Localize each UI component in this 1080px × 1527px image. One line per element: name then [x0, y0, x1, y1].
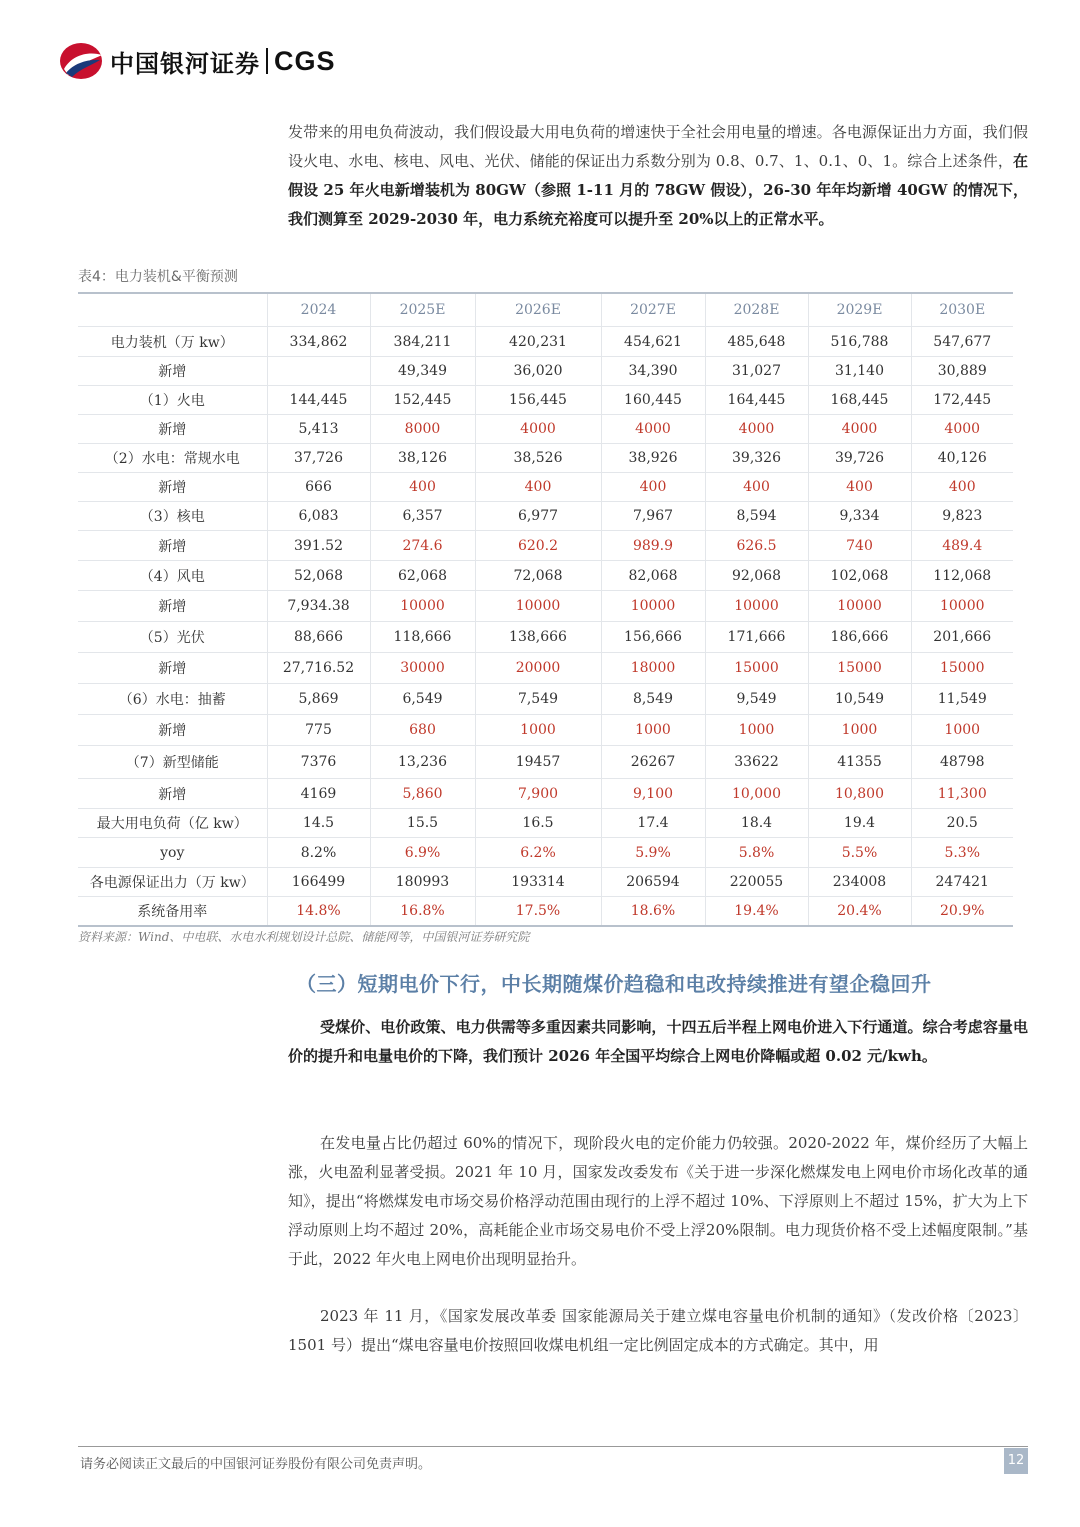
table-cell: 30000 — [370, 653, 475, 684]
table-cell: 8.2% — [267, 838, 370, 868]
row-label: （7）新型储能 — [78, 746, 267, 779]
table-cell: 180993 — [370, 868, 475, 897]
table-cell: 626.5 — [705, 531, 808, 561]
table-cell: 4000 — [911, 415, 1013, 444]
table-cell: 9,549 — [705, 684, 808, 715]
table-cell: 454,621 — [601, 327, 705, 357]
table-row — [78, 591, 1013, 622]
table-cell: 400 — [601, 473, 705, 502]
row-label: 新增 — [78, 531, 267, 561]
table-cell: 400 — [475, 473, 601, 502]
table-cell: 5,413 — [267, 415, 370, 444]
table-cell: 5.3% — [911, 838, 1013, 868]
table-cell: 48798 — [911, 746, 1013, 779]
table-cell: 37,726 — [267, 444, 370, 473]
table-cell: 420,231 — [475, 327, 601, 357]
table-cell: 144,445 — [267, 386, 370, 415]
table-cell: 39,726 — [808, 444, 911, 473]
table-cell: 489.4 — [911, 531, 1013, 561]
table-cell: 5.8% — [705, 838, 808, 868]
table-cell: 6,549 — [370, 684, 475, 715]
table-header-year: 2025E — [370, 293, 475, 327]
table-cell: 15000 — [705, 653, 808, 684]
table-cell: 547,677 — [911, 327, 1013, 357]
logo-english-name: CGS — [274, 45, 336, 76]
table-cell: 10000 — [475, 591, 601, 622]
table-cell: 5.9% — [601, 838, 705, 868]
section-heading: （三）短期电价下行，中长期随煤价趋稳和电改持续推进有望企稳回升 — [296, 972, 932, 996]
table-cell: 15.5 — [370, 809, 475, 838]
table-cell: 5,860 — [370, 779, 475, 809]
table-row — [78, 531, 1013, 561]
table-cell: 18.6% — [601, 897, 705, 926]
table-cell: 10000 — [705, 591, 808, 622]
table-cell: 31,027 — [705, 357, 808, 386]
table-title: 表4：电力装机&平衡预测 — [78, 269, 238, 285]
table-cell: 400 — [808, 473, 911, 502]
table-cell: 172,445 — [911, 386, 1013, 415]
table-cell: 168,445 — [808, 386, 911, 415]
table-cell: 4000 — [705, 415, 808, 444]
table-row — [78, 444, 1013, 473]
logo-separator — [266, 48, 268, 74]
paragraph-price-outlook — [288, 1013, 1028, 1071]
table-cell: 10,549 — [808, 684, 911, 715]
table-cell: 72,068 — [475, 561, 601, 591]
table-cell: 775 — [267, 715, 370, 746]
table-cell: 4000 — [601, 415, 705, 444]
table-cell: 4000 — [808, 415, 911, 444]
table-header-blank — [78, 293, 267, 327]
table-cell: 118,666 — [370, 622, 475, 653]
row-label: （2）水电：常规水电 — [78, 444, 267, 473]
table-cell: 17.4 — [601, 809, 705, 838]
row-label: yoy — [78, 838, 267, 868]
table-cell: 1000 — [705, 715, 808, 746]
row-label: （4）风电 — [78, 561, 267, 591]
table-row — [78, 653, 1013, 684]
table-cell: 8,549 — [601, 684, 705, 715]
table-cell: 88,666 — [267, 622, 370, 653]
table-row — [78, 327, 1013, 357]
table-header-year: 2027E — [601, 293, 705, 327]
table-cell: 6,083 — [267, 502, 370, 531]
table-cell: 193314 — [475, 868, 601, 897]
row-label: 新增 — [78, 357, 267, 386]
table-cell: 400 — [911, 473, 1013, 502]
table-row — [78, 415, 1013, 444]
table-cell: 4169 — [267, 779, 370, 809]
table-cell: 20.5 — [911, 809, 1013, 838]
table-cell: 156,445 — [475, 386, 601, 415]
table-cell: 38,926 — [601, 444, 705, 473]
row-label: 新增 — [78, 653, 267, 684]
table-row — [78, 357, 1013, 386]
table-cell: 31,140 — [808, 357, 911, 386]
row-label: 新增 — [78, 779, 267, 809]
table-cell: 18000 — [601, 653, 705, 684]
row-label: （1）火电 — [78, 386, 267, 415]
table-cell: 152,445 — [370, 386, 475, 415]
table-cell: 33622 — [705, 746, 808, 779]
table-cell: 13,236 — [370, 746, 475, 779]
table-cell: 5.5% — [808, 838, 911, 868]
table-cell: 234008 — [808, 868, 911, 897]
table-row — [78, 622, 1013, 653]
table-cell — [267, 357, 370, 386]
table-row — [78, 473, 1013, 502]
table-cell: 485,648 — [705, 327, 808, 357]
table-cell: 7,934.38 — [267, 591, 370, 622]
table-cell: 247421 — [911, 868, 1013, 897]
table-cell: 1000 — [601, 715, 705, 746]
page-number: 12 — [1004, 1448, 1028, 1474]
table-cell: 27,716.52 — [267, 653, 370, 684]
table-cell: 20.4% — [808, 897, 911, 926]
table-cell: 10000 — [601, 591, 705, 622]
table-cell: 400 — [705, 473, 808, 502]
table-cell: 6.9% — [370, 838, 475, 868]
table-cell: 7,900 — [475, 779, 601, 809]
table-row — [78, 838, 1013, 868]
paragraph-bold-text: 受煤价、电价政策、电力供需等多重因素共同影响，十四五后半程上网电价进入下行通道。综合考虑容量电价的提升和电量电价的下降，我们预计 2026 年全国平均综合上网电价降幅或超 0.02 元/kwh。 — [288, 1018, 1028, 1065]
paragraph-capacity-price: 2023 年 11 月，《国家发展改革委 国家能源局关于建立煤电容量电价机制的通知》（发改价格〔2023〕1501 号）提出“煤电容量电价按照回收煤电机组一定比例固定成本的方式确定。其中，用 — [288, 1307, 1028, 1354]
row-label: 系统备用率 — [78, 897, 267, 926]
table-cell: 10,800 — [808, 779, 911, 809]
table-cell: 38,126 — [370, 444, 475, 473]
table-cell: 160,445 — [601, 386, 705, 415]
table-cell: 11,549 — [911, 684, 1013, 715]
table-cell: 11,300 — [911, 779, 1013, 809]
row-label: 新增 — [78, 715, 267, 746]
table-cell: 40,126 — [911, 444, 1013, 473]
table-row — [78, 561, 1013, 591]
table-cell: 1000 — [808, 715, 911, 746]
table-cell: 334,862 — [267, 327, 370, 357]
capacity-balance-table — [78, 292, 1013, 927]
table-row — [78, 809, 1013, 838]
row-label: 电力装机（万 kw） — [78, 327, 267, 357]
table-cell: 19457 — [475, 746, 601, 779]
table-cell: 201,666 — [911, 622, 1013, 653]
table-cell: 9,823 — [911, 502, 1013, 531]
table-row — [78, 715, 1013, 746]
table-cell: 1000 — [475, 715, 601, 746]
row-label: 新增 — [78, 415, 267, 444]
table-cell: 8,594 — [705, 502, 808, 531]
row-label: 最大用电负荷（亿 kw） — [78, 809, 267, 838]
table-row — [78, 386, 1013, 415]
row-label: 新增 — [78, 473, 267, 502]
table-cell: 6.2% — [475, 838, 601, 868]
table-cell: 15000 — [808, 653, 911, 684]
table-cell: 7,549 — [475, 684, 601, 715]
logo-chinese-name: 中国银河证券 — [110, 49, 260, 78]
table-header-row — [78, 293, 1013, 327]
paragraph-text: 发带来的用电负荷波动，我们假设最大用电负荷的增速快于全社会用电量的增速。各电源保证出力方面，我们假设火电、水电、核电、风电、光伏、储能的保证出力系数分别为 0.8、0.7、1、0.1、0、1。综合上述条件， — [288, 123, 1028, 170]
table-cell: 10000 — [370, 591, 475, 622]
table-row — [78, 868, 1013, 897]
table-cell: 6,977 — [475, 502, 601, 531]
row-label: （6）水电：抽蓄 — [78, 684, 267, 715]
table-cell: 384,211 — [370, 327, 475, 357]
table-cell: 9,334 — [808, 502, 911, 531]
table-cell: 15000 — [911, 653, 1013, 684]
table-cell: 8000 — [370, 415, 475, 444]
table-cell: 220055 — [705, 868, 808, 897]
table-cell: 4000 — [475, 415, 601, 444]
table-cell: 16.5 — [475, 809, 601, 838]
table-cell: 14.5 — [267, 809, 370, 838]
table-row — [78, 746, 1013, 779]
table-cell: 400 — [370, 473, 475, 502]
table-row — [78, 897, 1013, 926]
table-cell: 16.8% — [370, 897, 475, 926]
table-cell: 138,666 — [475, 622, 601, 653]
table-cell: 49,349 — [370, 357, 475, 386]
table-cell: 19.4% — [705, 897, 808, 926]
table-header-year: 2024 — [267, 293, 370, 327]
table-cell: 7376 — [267, 746, 370, 779]
table-cell: 34,390 — [601, 357, 705, 386]
cgs-logo-icon — [58, 41, 104, 81]
row-label: 新增 — [78, 591, 267, 622]
row-label: （3）核电 — [78, 502, 267, 531]
table-cell: 14.8% — [267, 897, 370, 926]
table-cell: 5,869 — [267, 684, 370, 715]
table-cell: 1000 — [911, 715, 1013, 746]
table-cell: 20000 — [475, 653, 601, 684]
table-cell: 17.5% — [475, 897, 601, 926]
table-cell: 186,666 — [808, 622, 911, 653]
table-cell: 82,068 — [601, 561, 705, 591]
table-row — [78, 684, 1013, 715]
row-label: （5）光伏 — [78, 622, 267, 653]
table-cell: 171,666 — [705, 622, 808, 653]
table-header-year: 2030E — [911, 293, 1013, 327]
table-cell: 620.2 — [475, 531, 601, 561]
table-cell: 989.9 — [601, 531, 705, 561]
table-cell: 391.52 — [267, 531, 370, 561]
footer-divider — [78, 1446, 1028, 1447]
table-cell: 9,100 — [601, 779, 705, 809]
table-cell: 19.4 — [808, 809, 911, 838]
table-cell: 38,526 — [475, 444, 601, 473]
table-cell: 274.6 — [370, 531, 475, 561]
table-cell: 10000 — [808, 591, 911, 622]
table-cell: 36,020 — [475, 357, 601, 386]
table-cell: 166499 — [267, 868, 370, 897]
footer-disclaimer: 请务必阅读正文最后的中国银河证券股份有限公司免责声明。 — [80, 1457, 432, 1472]
table-cell: 6,357 — [370, 502, 475, 531]
table-cell: 26267 — [601, 746, 705, 779]
table-cell: 39,326 — [705, 444, 808, 473]
table-cell: 164,445 — [705, 386, 808, 415]
table-row — [78, 502, 1013, 531]
table-source-note: 资料来源：Wind、中电联、水电水利规划设计总院、储能网等，中国银河证券研究院 — [78, 930, 530, 944]
table-cell: 516,788 — [808, 327, 911, 357]
table-cell: 52,068 — [267, 561, 370, 591]
table-cell: 92,068 — [705, 561, 808, 591]
table-cell: 740 — [808, 531, 911, 561]
table-cell: 666 — [267, 473, 370, 502]
table-cell: 10000 — [911, 591, 1013, 622]
table-header-year: 2028E — [705, 293, 808, 327]
paragraph-coal-pricing: 在发电量占比仍超过 60%的情况下，现阶段火电的定价能力仍较强。2020-2022 年，煤价经历了大幅上涨，火电盈利显著受损。2021 年 10 月，国家发改委发布《关于进一步深化燃煤发电上网电价市场化改革的通知》，提出“将燃煤发电市场交易价格浮动范围由现行的上浮不超过 10%、下浮原则上不超过 15%，扩大为上下浮动原则上均不超过 20%，高耗能企业市场交易电价不受上浮20%限制。电力现货价格不受上述幅度限制。”基于此，2022 年火电上网电价出现明显抬升。 — [288, 1134, 1028, 1268]
table-cell: 102,068 — [808, 561, 911, 591]
table-cell: 18.4 — [705, 809, 808, 838]
table-cell: 41355 — [808, 746, 911, 779]
paragraph-bold-conclusion: 在假设 25 年火电新增装机为 80GW（参照 1-11 月的 78GW 假设），26-30 年年均新增 40GW 的情况下，我们测算至 2029-2030 年，电力系统充裕度可以提升至 20%以上的正常水平。 — [288, 152, 1028, 228]
table-header-year: 2026E — [475, 293, 601, 327]
table-cell: 10,000 — [705, 779, 808, 809]
table-cell: 680 — [370, 715, 475, 746]
table-row — [78, 779, 1013, 809]
table-cell: 30,889 — [911, 357, 1013, 386]
table-cell: 7,967 — [601, 502, 705, 531]
table-cell: 62,068 — [370, 561, 475, 591]
table-cell: 156,666 — [601, 622, 705, 653]
company-logo — [58, 40, 336, 82]
table-header-year: 2029E — [808, 293, 911, 327]
paragraph-capacity-assumptions — [288, 118, 1028, 234]
table-cell: 20.9% — [911, 897, 1013, 926]
row-label: 各电源保证出力（万 kw） — [78, 868, 267, 897]
table-cell: 112,068 — [911, 561, 1013, 591]
table-cell: 206594 — [601, 868, 705, 897]
